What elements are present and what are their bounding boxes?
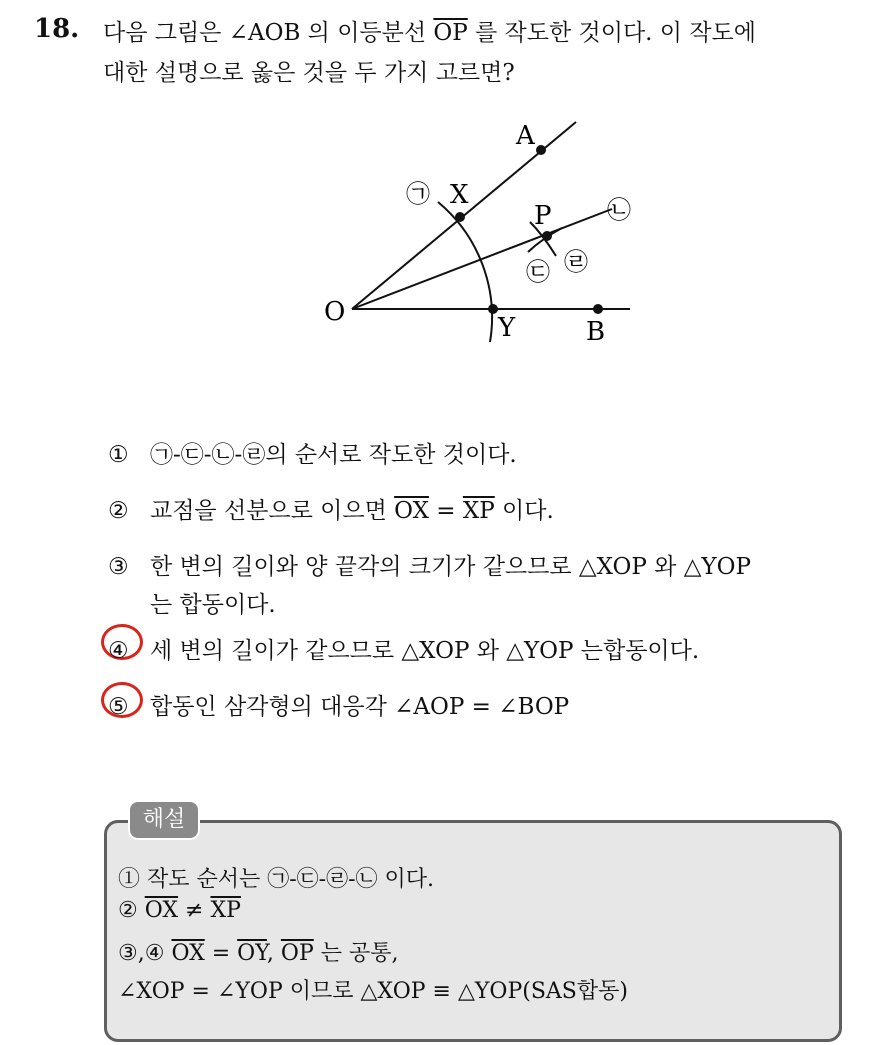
choice-3[interactable] xyxy=(108,548,751,581)
choice-3-continuation: 는 합동이다. xyxy=(150,592,276,618)
label-y: Y xyxy=(498,313,516,343)
solution-line-3-mark: ③,④ xyxy=(118,941,172,966)
solution-neq: ≠ xyxy=(178,898,211,923)
choice-1[interactable] xyxy=(108,436,517,469)
choice-5-text: 합동인 삼각형의 대응각 ∠AOP = ∠BOP xyxy=(150,694,570,720)
solution-segment-ox: $\overline{OX}$ xyxy=(144,898,179,923)
point-a xyxy=(536,145,546,155)
point-x xyxy=(455,212,465,222)
solution-line-3-tail: 는 공통, xyxy=(313,941,399,966)
choice-2-mark: ② xyxy=(108,498,129,524)
choice-1-mark: ① xyxy=(108,442,129,468)
choice-4-mark: ④ xyxy=(108,638,129,664)
solution-box xyxy=(104,820,842,1042)
question-line-1 xyxy=(103,14,873,52)
choice-3-mark: ③ xyxy=(108,554,129,580)
point-y xyxy=(488,304,498,314)
label-a: A xyxy=(516,121,535,151)
solution-line-3-ox: $\overline{OX}$ xyxy=(171,941,205,966)
solution-line-1: ① 작도 순서는 ㉠-㉢-㉣-㉡ 이다. xyxy=(118,867,435,892)
point-b xyxy=(593,304,603,314)
label-p: P xyxy=(534,201,552,231)
mark-digeut: ㉢ xyxy=(526,258,550,286)
label-o: O xyxy=(324,297,346,327)
choice-3-line-1: 한 변의 길이와 양 끝각의 크기가 같으므로 △XOP 와 △YOP xyxy=(150,554,751,580)
solution-line-3 xyxy=(118,936,399,967)
question-number: 18. xyxy=(34,14,80,44)
point-p xyxy=(542,231,552,241)
mark-nieun: ㉡ xyxy=(607,196,631,224)
choice-5[interactable] xyxy=(108,688,569,721)
question-line-1-b: 를 작도한 것이다. 이 작도에 xyxy=(467,20,756,46)
choice-2-segment-xp: $\overline{XP}$ xyxy=(462,498,495,524)
solution-tab: 해설 xyxy=(128,800,200,840)
solution-line-2-mark: ② xyxy=(118,898,145,923)
solution-line-3-eq: = xyxy=(204,941,238,966)
solution-line-4: ∠XOP = ∠YOP 이므로 △XOP ≡ △YOP(SAS합동) xyxy=(118,979,628,1004)
solution-line-3-op: $\overline{OP}$ xyxy=(280,941,314,966)
choice-2-text-b: 이다. xyxy=(494,498,554,524)
question-line-2: 대한 설명으로 옳은 것을 두 가지 고르면? xyxy=(103,60,515,86)
choice-4-text: 세 변의 길이가 같으므로 △XOP 와 △YOP 는합동이다. xyxy=(150,638,700,664)
choice-2-segment-ox: $\overline{OX}$ xyxy=(394,498,429,524)
choice-5-mark: ⑤ xyxy=(108,694,129,720)
mark-giyeok: ㉠ xyxy=(406,180,430,208)
choice-1-text: ㉠-㉢-㉡-㉣의 순서로 작도한 것이다. xyxy=(150,442,517,468)
choice-4[interactable] xyxy=(108,632,699,665)
choice-2-text-a: 교점을 선분으로 이으면 xyxy=(150,498,395,524)
solution-line-2 xyxy=(118,898,241,923)
choice-2-eq: = xyxy=(428,498,463,524)
choice-2[interactable] xyxy=(108,492,554,525)
label-x: X xyxy=(450,180,469,210)
construction-figure xyxy=(300,110,660,360)
solution-line-3-comma: , xyxy=(266,941,281,966)
mark-rieul: ㉣ xyxy=(564,248,588,276)
question-line-1-a: 다음 그림은 ∠AOB 의 이등분선 xyxy=(103,20,434,46)
solution-line-3-oy: $\overline{OY}$ xyxy=(237,941,267,966)
segment-op: $\overline{OP}$ xyxy=(433,20,468,46)
label-b: B xyxy=(586,317,606,347)
solution-segment-xp: $\overline{XP}$ xyxy=(210,898,241,923)
